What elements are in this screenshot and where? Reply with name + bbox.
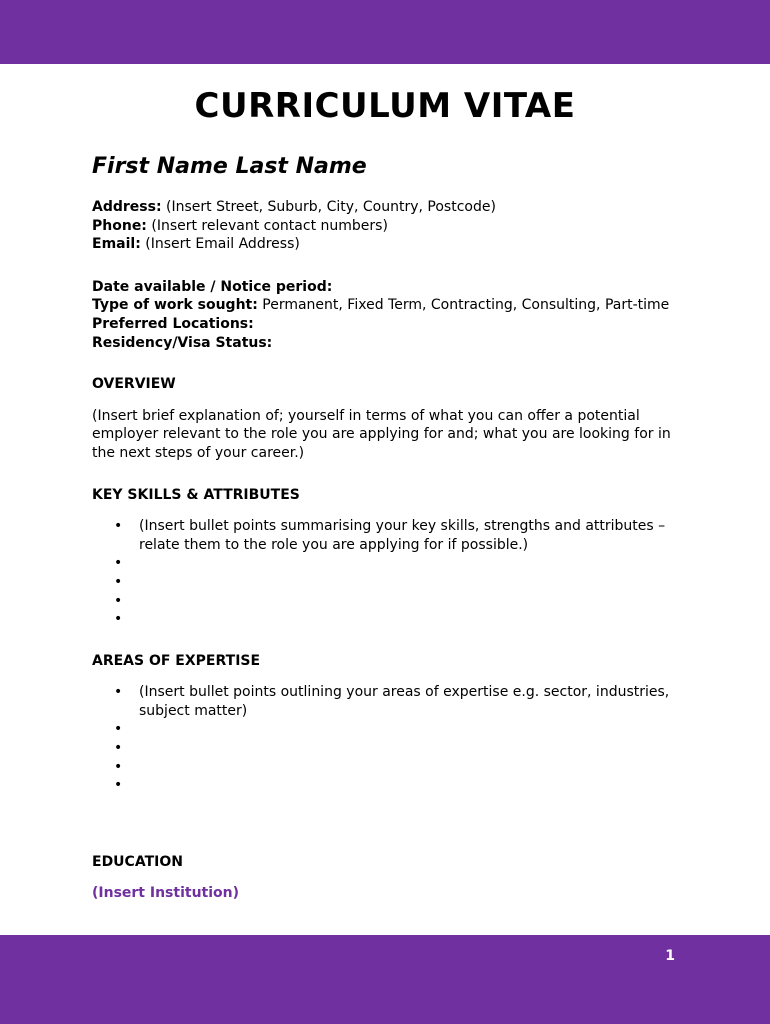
email-value: (Insert Email Address) bbox=[140, 236, 300, 253]
list-item bbox=[92, 610, 682, 629]
address-line bbox=[92, 198, 682, 217]
work-type-label: Type of work sought: bbox=[92, 297, 258, 314]
bullet-icon: • bbox=[114, 758, 123, 775]
residency-label: Residency/Visa Status: bbox=[92, 334, 273, 351]
list-item bbox=[92, 573, 682, 592]
list-item bbox=[92, 758, 682, 777]
expertise-text: (Insert bullet points outlining your areas of expertise e.g. sector, industries, subject matter) bbox=[139, 684, 670, 719]
email-line bbox=[92, 235, 682, 254]
education-heading: EDUCATION bbox=[92, 853, 183, 870]
bullet-icon: • bbox=[114, 555, 123, 572]
header-band bbox=[0, 0, 770, 64]
address-value: (Insert Street, Suburb, City, Country, Postcode) bbox=[161, 199, 496, 215]
list-item bbox=[92, 776, 682, 795]
cv-content bbox=[92, 152, 682, 903]
page-number: 1 bbox=[665, 948, 675, 964]
bullet-icon: • bbox=[114, 518, 123, 535]
availability-block bbox=[92, 278, 682, 352]
bullet-icon: • bbox=[114, 573, 123, 590]
skills-list bbox=[92, 517, 682, 629]
list-item bbox=[92, 720, 682, 739]
list-item bbox=[92, 554, 682, 573]
institution-placeholder: (Insert Institution) bbox=[92, 885, 240, 902]
list-item bbox=[92, 517, 682, 554]
candidate-name: First Name Last Name bbox=[92, 154, 367, 179]
work-type-line bbox=[92, 296, 682, 315]
overview-heading: OVERVIEW bbox=[92, 376, 176, 393]
list-item bbox=[92, 683, 682, 720]
bullet-icon: • bbox=[114, 740, 123, 757]
bullet-icon: • bbox=[114, 684, 123, 701]
skills-heading: KEY SKILLS & ATTRIBUTES bbox=[92, 486, 300, 503]
email-label: Email: bbox=[92, 236, 141, 253]
phone-line bbox=[92, 217, 682, 236]
skill-text: (Insert bullet points summarising your key skills, strengths and attributes – relate them to the role you are applying for if possible.) bbox=[139, 518, 666, 553]
list-item bbox=[92, 739, 682, 758]
bullet-icon: • bbox=[114, 721, 123, 738]
date-available-label: Date available / Notice period: bbox=[92, 278, 333, 295]
expertise-list bbox=[92, 683, 682, 795]
phone-value: (Insert relevant contact numbers) bbox=[146, 217, 388, 234]
preferred-locations-label: Preferred Locations: bbox=[92, 315, 254, 332]
footer-band bbox=[0, 935, 770, 1024]
bullet-icon: • bbox=[114, 777, 123, 794]
work-type-value: Permanent, Fixed Term, Contracting, Consulting, Part-time bbox=[257, 297, 670, 314]
address-label: Address: bbox=[92, 199, 162, 215]
expertise-heading: AREAS OF EXPERTISE bbox=[92, 652, 261, 669]
bullet-icon: • bbox=[114, 611, 123, 628]
contact-block bbox=[92, 198, 682, 254]
bullet-icon: • bbox=[114, 592, 123, 609]
phone-label: Phone: bbox=[92, 217, 147, 234]
document-title: CURRICULUM VITAE bbox=[194, 86, 576, 126]
overview-text: (Insert brief explanation of; yourself in terms of what you can offer a potential employer relevant to the role you are applying for and; what you are looking for in the next steps of your career.) bbox=[92, 407, 671, 461]
list-item bbox=[92, 592, 682, 611]
